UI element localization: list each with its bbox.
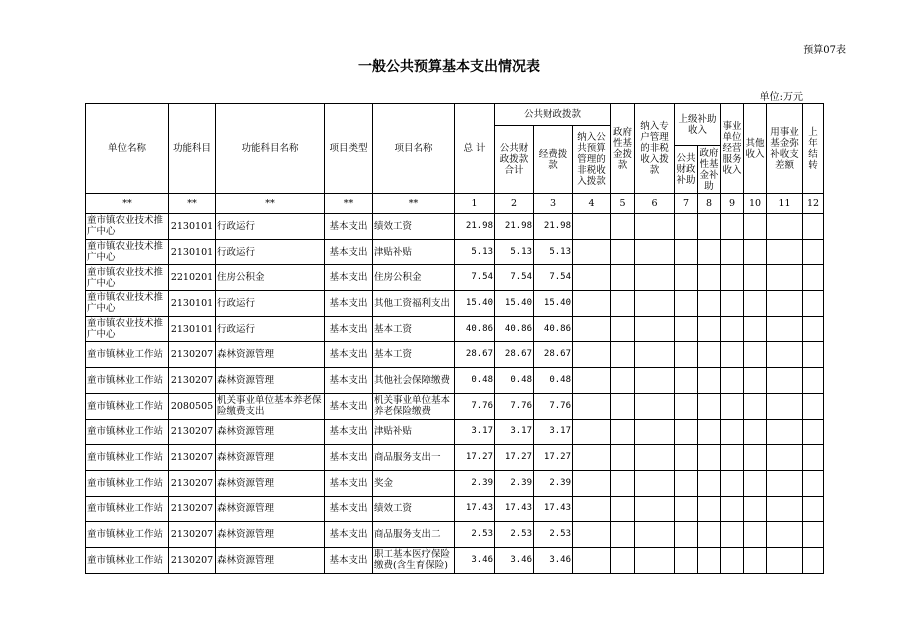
empty-cell — [675, 496, 698, 522]
row-public-subtotal: 0.48 — [495, 368, 534, 394]
empty-cell — [744, 239, 767, 265]
empty-cell — [744, 342, 767, 368]
empty-cell — [767, 368, 803, 394]
row-fund: 5.13 — [534, 239, 573, 265]
empty-cell — [744, 291, 767, 317]
empty-cell — [744, 265, 767, 291]
empty-cell — [611, 368, 635, 394]
table-row — [86, 214, 824, 240]
index-cell: 5 — [611, 194, 635, 214]
index-cell: 7 — [675, 194, 698, 214]
col-nontax: 纳入公共预算管理的非税收入拨款 — [573, 126, 611, 194]
row-fund: 2.53 — [534, 522, 573, 548]
empty-cell — [721, 419, 744, 445]
empty-cell — [698, 522, 721, 548]
empty-cell — [721, 316, 744, 342]
row-total: 0.48 — [455, 368, 495, 394]
empty-cell — [803, 522, 824, 548]
row-unit-name: 童市镇林业工作站 — [86, 342, 169, 368]
index-cell: ** — [216, 194, 325, 214]
empty-cell — [721, 239, 744, 265]
empty-cell — [635, 214, 675, 240]
row-fund: 17.43 — [534, 496, 573, 522]
row-total: 5.13 — [455, 239, 495, 265]
empty-cell — [767, 522, 803, 548]
row-func-name: 森林资源管理 — [216, 445, 325, 471]
col-group-public: 公共财政拨款 — [495, 104, 611, 126]
index-cell: 9 — [721, 194, 744, 214]
empty-cell — [611, 393, 635, 419]
index-cell: ** — [325, 194, 373, 214]
empty-cell — [721, 291, 744, 317]
row-item-name: 基本工资 — [373, 342, 455, 368]
col-upper-gov: 政府性基金补助 — [699, 147, 719, 192]
row-unit-name: 童市镇林业工作站 — [86, 547, 169, 573]
col-special: 纳入专户管理的非税收入拨款 — [635, 104, 675, 194]
empty-cell — [721, 368, 744, 394]
empty-cell — [744, 496, 767, 522]
row-func-code: 2130207 — [169, 496, 216, 522]
table-row — [86, 316, 824, 342]
empty-cell — [767, 547, 803, 573]
empty-cell — [635, 342, 675, 368]
row-fund: 7.54 — [534, 265, 573, 291]
col-item-type: 项目类型 — [325, 104, 373, 194]
table-row — [86, 239, 824, 265]
row-item-name: 职工基本医疗保险缴费(含生育保险) — [373, 547, 455, 573]
empty-cell — [573, 470, 611, 496]
row-unit-name: 童市镇农业技术推广中心 — [86, 316, 169, 342]
empty-cell — [803, 239, 824, 265]
form-number: 预算07表 — [803, 45, 846, 56]
empty-cell — [721, 342, 744, 368]
index-cell: 10 — [744, 194, 767, 214]
empty-cell — [675, 342, 698, 368]
row-item-name: 商品服务支出一 — [373, 445, 455, 471]
row-public-subtotal: 3.17 — [495, 419, 534, 445]
index-cell: 6 — [635, 194, 675, 214]
row-fund: 2.39 — [534, 470, 573, 496]
empty-cell — [611, 291, 635, 317]
empty-cell — [675, 291, 698, 317]
empty-cell — [611, 547, 635, 573]
row-item-type: 基本支出 — [325, 522, 373, 548]
row-public-subtotal: 2.53 — [495, 522, 534, 548]
empty-cell — [744, 522, 767, 548]
empty-cell — [635, 470, 675, 496]
empty-cell — [767, 265, 803, 291]
empty-cell — [611, 496, 635, 522]
row-func-name: 机关事业单位基本养老保险缴费支出 — [216, 393, 325, 419]
row-func-name: 森林资源管理 — [216, 522, 325, 548]
empty-cell — [744, 445, 767, 471]
table-body — [86, 214, 824, 574]
row-total: 40.86 — [455, 316, 495, 342]
row-item-name: 基本工资 — [373, 316, 455, 342]
row-func-code: 2130207 — [169, 547, 216, 573]
empty-cell — [573, 419, 611, 445]
index-cell: 4 — [573, 194, 611, 214]
empty-cell — [767, 239, 803, 265]
table-row — [86, 470, 824, 496]
col-fund: 经费拨款 — [534, 126, 573, 194]
empty-cell — [635, 419, 675, 445]
empty-cell — [573, 368, 611, 394]
row-fund: 21.98 — [534, 214, 573, 240]
row-item-name: 机关事业单位基本养老保险缴费 — [373, 393, 455, 419]
row-func-code: 2130207 — [169, 419, 216, 445]
empty-cell — [803, 419, 824, 445]
row-unit-name: 童市镇林业工作站 — [86, 445, 169, 471]
row-fund: 3.46 — [534, 547, 573, 573]
row-func-code: 2130101 — [169, 316, 216, 342]
empty-cell — [721, 547, 744, 573]
row-total: 7.54 — [455, 265, 495, 291]
index-cell: ** — [86, 194, 169, 214]
row-item-name: 奖金 — [373, 470, 455, 496]
empty-cell — [573, 393, 611, 419]
empty-cell — [803, 470, 824, 496]
row-func-name: 森林资源管理 — [216, 368, 325, 394]
row-public-subtotal: 7.76 — [495, 393, 534, 419]
row-func-code: 2130207 — [169, 445, 216, 471]
empty-cell — [573, 547, 611, 573]
empty-cell — [635, 239, 675, 265]
row-public-subtotal: 2.39 — [495, 470, 534, 496]
row-func-code: 2210201 — [169, 265, 216, 291]
row-public-subtotal: 40.86 — [495, 316, 534, 342]
empty-cell — [698, 291, 721, 317]
col-unit-name: 单位名称 — [86, 104, 169, 194]
col-upper-public: 公共财政补助 — [675, 146, 698, 194]
row-unit-name: 童市镇农业技术推广中心 — [86, 291, 169, 317]
empty-cell — [698, 496, 721, 522]
empty-cell — [698, 419, 721, 445]
row-public-subtotal: 17.43 — [495, 496, 534, 522]
empty-cell — [675, 239, 698, 265]
row-item-name: 津贴补贴 — [373, 239, 455, 265]
empty-cell — [803, 316, 824, 342]
empty-cell — [573, 265, 611, 291]
empty-cell — [635, 393, 675, 419]
row-item-type: 基本支出 — [325, 496, 373, 522]
row-func-code: 2130207 — [169, 522, 216, 548]
empty-cell — [635, 316, 675, 342]
empty-cell — [573, 342, 611, 368]
empty-cell — [721, 496, 744, 522]
empty-cell — [698, 368, 721, 394]
empty-cell — [675, 393, 698, 419]
col-group-upper: 上级补助收入 — [675, 104, 721, 146]
empty-cell — [721, 393, 744, 419]
table-row — [86, 291, 824, 317]
row-func-name: 森林资源管理 — [216, 342, 325, 368]
empty-cell — [611, 265, 635, 291]
empty-cell — [611, 214, 635, 240]
empty-cell — [675, 547, 698, 573]
table-row — [86, 445, 824, 471]
row-item-name: 住房公积金 — [373, 265, 455, 291]
row-func-code: 2130207 — [169, 342, 216, 368]
empty-cell — [611, 470, 635, 496]
row-item-type: 基本支出 — [325, 265, 373, 291]
empty-cell — [721, 214, 744, 240]
row-func-code: 2130207 — [169, 470, 216, 496]
row-item-type: 基本支出 — [325, 393, 373, 419]
col-total: 总 计 — [455, 104, 495, 194]
empty-cell — [635, 547, 675, 573]
index-cell: ** — [169, 194, 216, 214]
empty-cell — [767, 470, 803, 496]
row-item-type: 基本支出 — [325, 368, 373, 394]
table-row — [86, 496, 824, 522]
row-fund: 28.67 — [534, 342, 573, 368]
empty-cell — [744, 214, 767, 240]
empty-cell — [721, 445, 744, 471]
empty-cell — [573, 214, 611, 240]
empty-cell — [698, 445, 721, 471]
row-item-type: 基本支出 — [325, 239, 373, 265]
index-cell: 12 — [803, 194, 824, 214]
empty-cell — [675, 445, 698, 471]
table-row — [86, 393, 824, 419]
row-unit-name: 童市镇林业工作站 — [86, 368, 169, 394]
page-title: 一般公共预算基本支出情况表 — [358, 59, 540, 75]
empty-cell — [675, 214, 698, 240]
index-row — [86, 194, 824, 214]
row-public-subtotal: 3.46 — [495, 547, 534, 573]
row-unit-name: 童市镇农业技术推广中心 — [86, 239, 169, 265]
row-func-code: 2130101 — [169, 239, 216, 265]
empty-cell — [611, 445, 635, 471]
row-fund: 0.48 — [534, 368, 573, 394]
col-func-name: 功能科目名称 — [216, 104, 325, 194]
empty-cell — [803, 265, 824, 291]
empty-cell — [675, 470, 698, 496]
row-total: 2.39 — [455, 470, 495, 496]
empty-cell — [611, 316, 635, 342]
empty-cell — [635, 522, 675, 548]
empty-cell — [675, 265, 698, 291]
empty-cell — [573, 496, 611, 522]
empty-cell — [767, 316, 803, 342]
empty-cell — [675, 522, 698, 548]
unit-label: 单位:万元 — [759, 92, 803, 103]
empty-cell — [744, 393, 767, 419]
row-func-name: 行政运行 — [216, 291, 325, 317]
table-row — [86, 522, 824, 548]
row-item-name: 津贴补贴 — [373, 419, 455, 445]
empty-cell — [611, 419, 635, 445]
empty-cell — [803, 368, 824, 394]
empty-cell — [744, 368, 767, 394]
empty-cell — [611, 239, 635, 265]
empty-cell — [635, 291, 675, 317]
row-unit-name: 童市镇林业工作站 — [86, 496, 169, 522]
row-item-type: 基本支出 — [325, 214, 373, 240]
row-unit-name: 童市镇农业技术推广中心 — [86, 214, 169, 240]
row-item-name: 商品服务支出二 — [373, 522, 455, 548]
row-func-code: 2130101 — [169, 291, 216, 317]
empty-cell — [698, 547, 721, 573]
row-total: 15.40 — [455, 291, 495, 317]
row-public-subtotal: 15.40 — [495, 291, 534, 317]
row-public-subtotal: 17.27 — [495, 445, 534, 471]
row-unit-name: 童市镇林业工作站 — [86, 393, 169, 419]
row-func-code: 2080505 — [169, 393, 216, 419]
empty-cell — [573, 239, 611, 265]
index-cell: 3 — [534, 194, 573, 214]
index-cell: 8 — [698, 194, 721, 214]
empty-cell — [767, 291, 803, 317]
row-func-name: 森林资源管理 — [216, 496, 325, 522]
index-cell: ** — [373, 194, 455, 214]
row-public-subtotal: 5.13 — [495, 239, 534, 265]
row-total: 28.67 — [455, 342, 495, 368]
empty-cell — [721, 522, 744, 548]
row-total: 21.98 — [455, 214, 495, 240]
row-item-name: 其他社会保障缴费 — [373, 368, 455, 394]
col-reserve: 用事业基金弥补收支差额 — [767, 104, 803, 194]
empty-cell — [698, 342, 721, 368]
row-total: 7.76 — [455, 393, 495, 419]
empty-cell — [698, 214, 721, 240]
empty-cell — [635, 368, 675, 394]
row-total: 17.43 — [455, 496, 495, 522]
row-func-name: 森林资源管理 — [216, 419, 325, 445]
empty-cell — [635, 265, 675, 291]
row-unit-name: 童市镇林业工作站 — [86, 470, 169, 496]
empty-cell — [698, 393, 721, 419]
row-func-name: 行政运行 — [216, 214, 325, 240]
col-gov-fund: 政府性基金拨款 — [611, 104, 635, 194]
budget-table — [85, 103, 824, 574]
empty-cell — [744, 316, 767, 342]
row-unit-name: 童市镇林业工作站 — [86, 419, 169, 445]
row-fund: 17.27 — [534, 445, 573, 471]
col-business: 事业单位经营服务收入 — [721, 104, 744, 194]
row-total: 17.27 — [455, 445, 495, 471]
row-item-type: 基本支出 — [325, 470, 373, 496]
empty-cell — [611, 522, 635, 548]
index-cell: 2 — [495, 194, 534, 214]
row-item-type: 基本支出 — [325, 445, 373, 471]
row-func-name: 行政运行 — [216, 316, 325, 342]
row-total: 3.46 — [455, 547, 495, 573]
row-func-code: 2130207 — [169, 368, 216, 394]
empty-cell — [573, 291, 611, 317]
empty-cell — [744, 547, 767, 573]
empty-cell — [675, 419, 698, 445]
index-cell: 1 — [455, 194, 495, 214]
row-total: 2.53 — [455, 522, 495, 548]
col-other: 其他收入 — [744, 104, 767, 194]
row-item-type: 基本支出 — [325, 342, 373, 368]
row-item-name: 绩效工资 — [373, 496, 455, 522]
empty-cell — [803, 393, 824, 419]
empty-cell — [635, 496, 675, 522]
index-cell: 11 — [767, 194, 803, 214]
col-item-name: 项目名称 — [373, 104, 455, 194]
row-item-type: 基本支出 — [325, 547, 373, 573]
col-public-subtotal: 公共财政拨款合计 — [495, 126, 534, 194]
row-func-code: 2130101 — [169, 214, 216, 240]
empty-cell — [767, 496, 803, 522]
empty-cell — [698, 470, 721, 496]
row-item-type: 基本支出 — [325, 419, 373, 445]
row-func-name: 森林资源管理 — [216, 547, 325, 573]
row-func-name: 行政运行 — [216, 239, 325, 265]
empty-cell — [573, 445, 611, 471]
empty-cell — [803, 547, 824, 573]
empty-cell — [803, 342, 824, 368]
row-public-subtotal: 21.98 — [495, 214, 534, 240]
table-row — [86, 419, 824, 445]
row-public-subtotal: 7.54 — [495, 265, 534, 291]
empty-cell — [803, 214, 824, 240]
empty-cell — [767, 214, 803, 240]
empty-cell — [573, 522, 611, 548]
col-func-code: 功能科目 — [169, 104, 216, 194]
empty-cell — [744, 419, 767, 445]
row-item-type: 基本支出 — [325, 316, 373, 342]
empty-cell — [675, 316, 698, 342]
empty-cell — [767, 419, 803, 445]
empty-cell — [803, 445, 824, 471]
row-unit-name: 童市镇林业工作站 — [86, 522, 169, 548]
table-row — [86, 368, 824, 394]
empty-cell — [698, 316, 721, 342]
empty-cell — [721, 470, 744, 496]
table-row — [86, 265, 824, 291]
empty-cell — [767, 445, 803, 471]
empty-cell — [611, 342, 635, 368]
empty-cell — [803, 496, 824, 522]
empty-cell — [635, 445, 675, 471]
row-public-subtotal: 28.67 — [495, 342, 534, 368]
row-fund: 7.76 — [534, 393, 573, 419]
empty-cell — [767, 393, 803, 419]
empty-cell — [698, 239, 721, 265]
table-row — [86, 342, 824, 368]
empty-cell — [721, 265, 744, 291]
empty-cell — [573, 316, 611, 342]
col-carry: 上年结转 — [803, 104, 824, 194]
row-unit-name: 童市镇农业技术推广中心 — [86, 265, 169, 291]
empty-cell — [698, 265, 721, 291]
row-fund: 15.40 — [534, 291, 573, 317]
row-func-name: 森林资源管理 — [216, 470, 325, 496]
row-total: 3.17 — [455, 419, 495, 445]
row-func-name: 住房公积金 — [216, 265, 325, 291]
empty-cell — [744, 470, 767, 496]
row-fund: 40.86 — [534, 316, 573, 342]
row-item-type: 基本支出 — [325, 291, 373, 317]
empty-cell — [767, 342, 803, 368]
table-row — [86, 547, 824, 573]
row-item-name: 其他工资福利支出 — [373, 291, 455, 317]
empty-cell — [803, 291, 824, 317]
empty-cell — [675, 368, 698, 394]
row-fund: 3.17 — [534, 419, 573, 445]
row-item-name: 绩效工资 — [373, 214, 455, 240]
